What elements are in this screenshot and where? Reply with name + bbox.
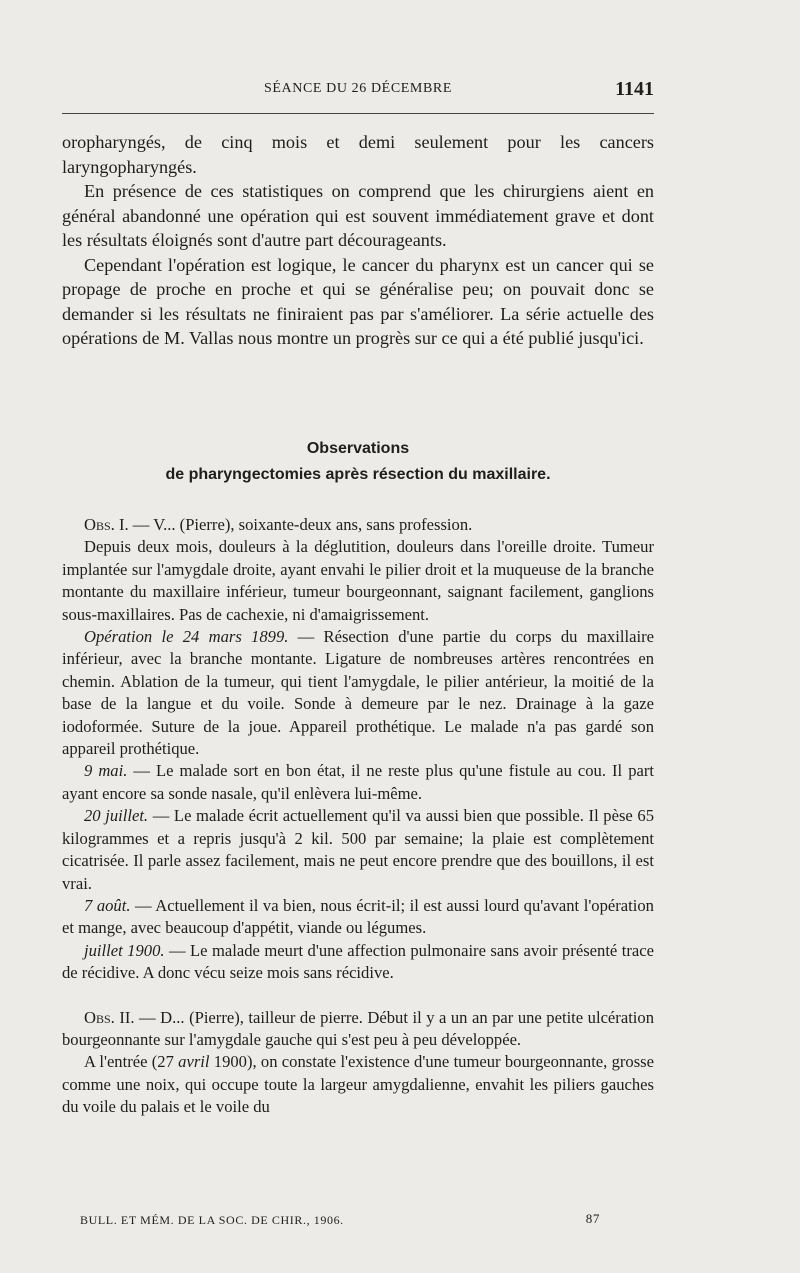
obs2-label: Obs. II.	[84, 1007, 135, 1027]
obs2-p2-date: avril	[178, 1052, 210, 1072]
obs1-p3-text: — Résection d'une partie du corps du maxillaire inférieur, avec la branche montante. Ligature de nombreuses artères rencontrées en chemin. Ablation de la tumeur, qui tient l'amygdale, le pilier antérieur, la moitié de la base de la langue et du voile. Sonde à demeure par le nez. Drainage à la gaze iodoformée. Suture de la joue. Appareil prothétique. Le malade n'a pas gardé son appareil prothétique.	[62, 627, 654, 759]
running-header	[62, 78, 654, 102]
footer-signature-number: 87	[585, 1211, 600, 1226]
intro-paragraph-2: En présence de ces statistiques on comprend que les chirurgiens aient en général abandonné une opération qui est souvent immédiatement grave et dont les résultats éloignés sont d'autre part décourageants.	[62, 181, 654, 250]
intro-text	[62, 130, 654, 351]
obs1-p4-text: — Le malade sort en bon état, il ne reste plus qu'une fistule au cou. Il part ayant encore sa sonde nasale, qu'il enlèvera lui-même.	[62, 761, 654, 803]
obs1-paragraph-6	[62, 895, 654, 940]
page-number: 1141	[615, 78, 654, 100]
obs2-heading	[62, 1007, 654, 1052]
obs1-p7-text: — Le malade meurt d'une affection pulmonaire sans avoir présenté trace de récidive. A donc vécu seize mois sans récidive.	[62, 940, 654, 983]
obs1-paragraph-2: Depuis deux mois, douleurs à la déglutition, douleurs dans l'oreille droite. Tumeur implantée sur l'amygdale droite, ayant envahi le pilier droit et la muqueuse de la branche montante du maxillaire inférieur, tumeur bourgeonnant, saignant facilement, ganglions sous-maxillaires. Pas de cachexie, ni d'amaigrissement.	[62, 537, 654, 624]
header-rule	[62, 113, 654, 114]
obs1-label: Obs. I.	[84, 515, 129, 534]
obs1-p6-date: 7 août.	[84, 895, 131, 915]
obs2-p2-a: A l'entrée (27	[84, 1052, 179, 1072]
obs2-p2-b: 1900), on constate l'existence d'une tumeur bourgeonnante, grosse comme une noix, qui occupe toute la largeur amygdalienne, envahit les piliers gauches du voile du palais et le voile du	[62, 1052, 654, 1117]
obs1-heading	[62, 514, 654, 536]
obs1-p6-text: — Actuellement il va bien, nous écrit-il; il est aussi lourd qu'avant l'opération et mange, avec beaucoup d'appétit, viande ou légumes.	[62, 895, 654, 938]
observations-text	[62, 514, 654, 1119]
obs2-head-text: — D... (Pierre), tailleur de pierre. Début il y a un an par une petite ulcération bourgeonnante sur l'amygdale gauche qui s'est peu à peu développée.	[62, 1007, 655, 1049]
obs1-p3-date: Opération le 24 mars 1899.	[84, 627, 289, 647]
obs1-p5-date: 20 juillet.	[84, 806, 149, 826]
obs1-paragraph-5	[62, 805, 654, 895]
obs1-p7-date: juillet 1900.	[84, 940, 165, 960]
obs1-paragraph-4	[62, 760, 654, 805]
obs1-paragraph-7	[62, 940, 654, 985]
obs1-paragraph-3	[62, 626, 654, 760]
obs1-head-text: — V... (Pierre), soixante-deux ans, sans profession.	[128, 515, 473, 534]
intro-paragraph-3: Cependant l'opération est logique, le cancer du pharynx est un cancer qui se propage de proche en proche et qui se généralise peu; on pouvait donc se demander si les résultats ne finiraient pas par s'améliorer. La série actuelle des opérations de M. Vallas nous montre un progrès sur ce qui a été publié jusqu'ici.	[62, 254, 654, 348]
obs1-p4-date: 9 mai.	[84, 761, 128, 781]
header-title: SÉANCE DU 26 DÉCEMBRE	[264, 81, 452, 96]
section-heading	[62, 436, 654, 488]
observation-gap	[62, 985, 654, 1007]
footer-journal: BULL. ET MÉM. DE LA SOC. DE CHIR., 1906.	[80, 1213, 344, 1227]
intro-paragraph-1: oropharyngés, de cinq mois et demi seulement pour les cancers laryngopharyngés.	[62, 132, 654, 177]
section-heading-line-1: Observations	[306, 440, 410, 457]
obs2-paragraph-2	[62, 1051, 654, 1118]
section-heading-line-2: de pharyngectomies après résection du maxillaire.	[165, 466, 551, 483]
obs1-p5-text: — Le malade écrit actuellement qu'il va aussi bien que possible. Il pèse 65 kilogrammes et a repris jusqu'à 2 kil. 500 par semaine; la plaie est complètement cicatrisée. Il parle assez facilement, mais ne peut encore prendre que des bouillons, il est vrai.	[62, 806, 655, 893]
